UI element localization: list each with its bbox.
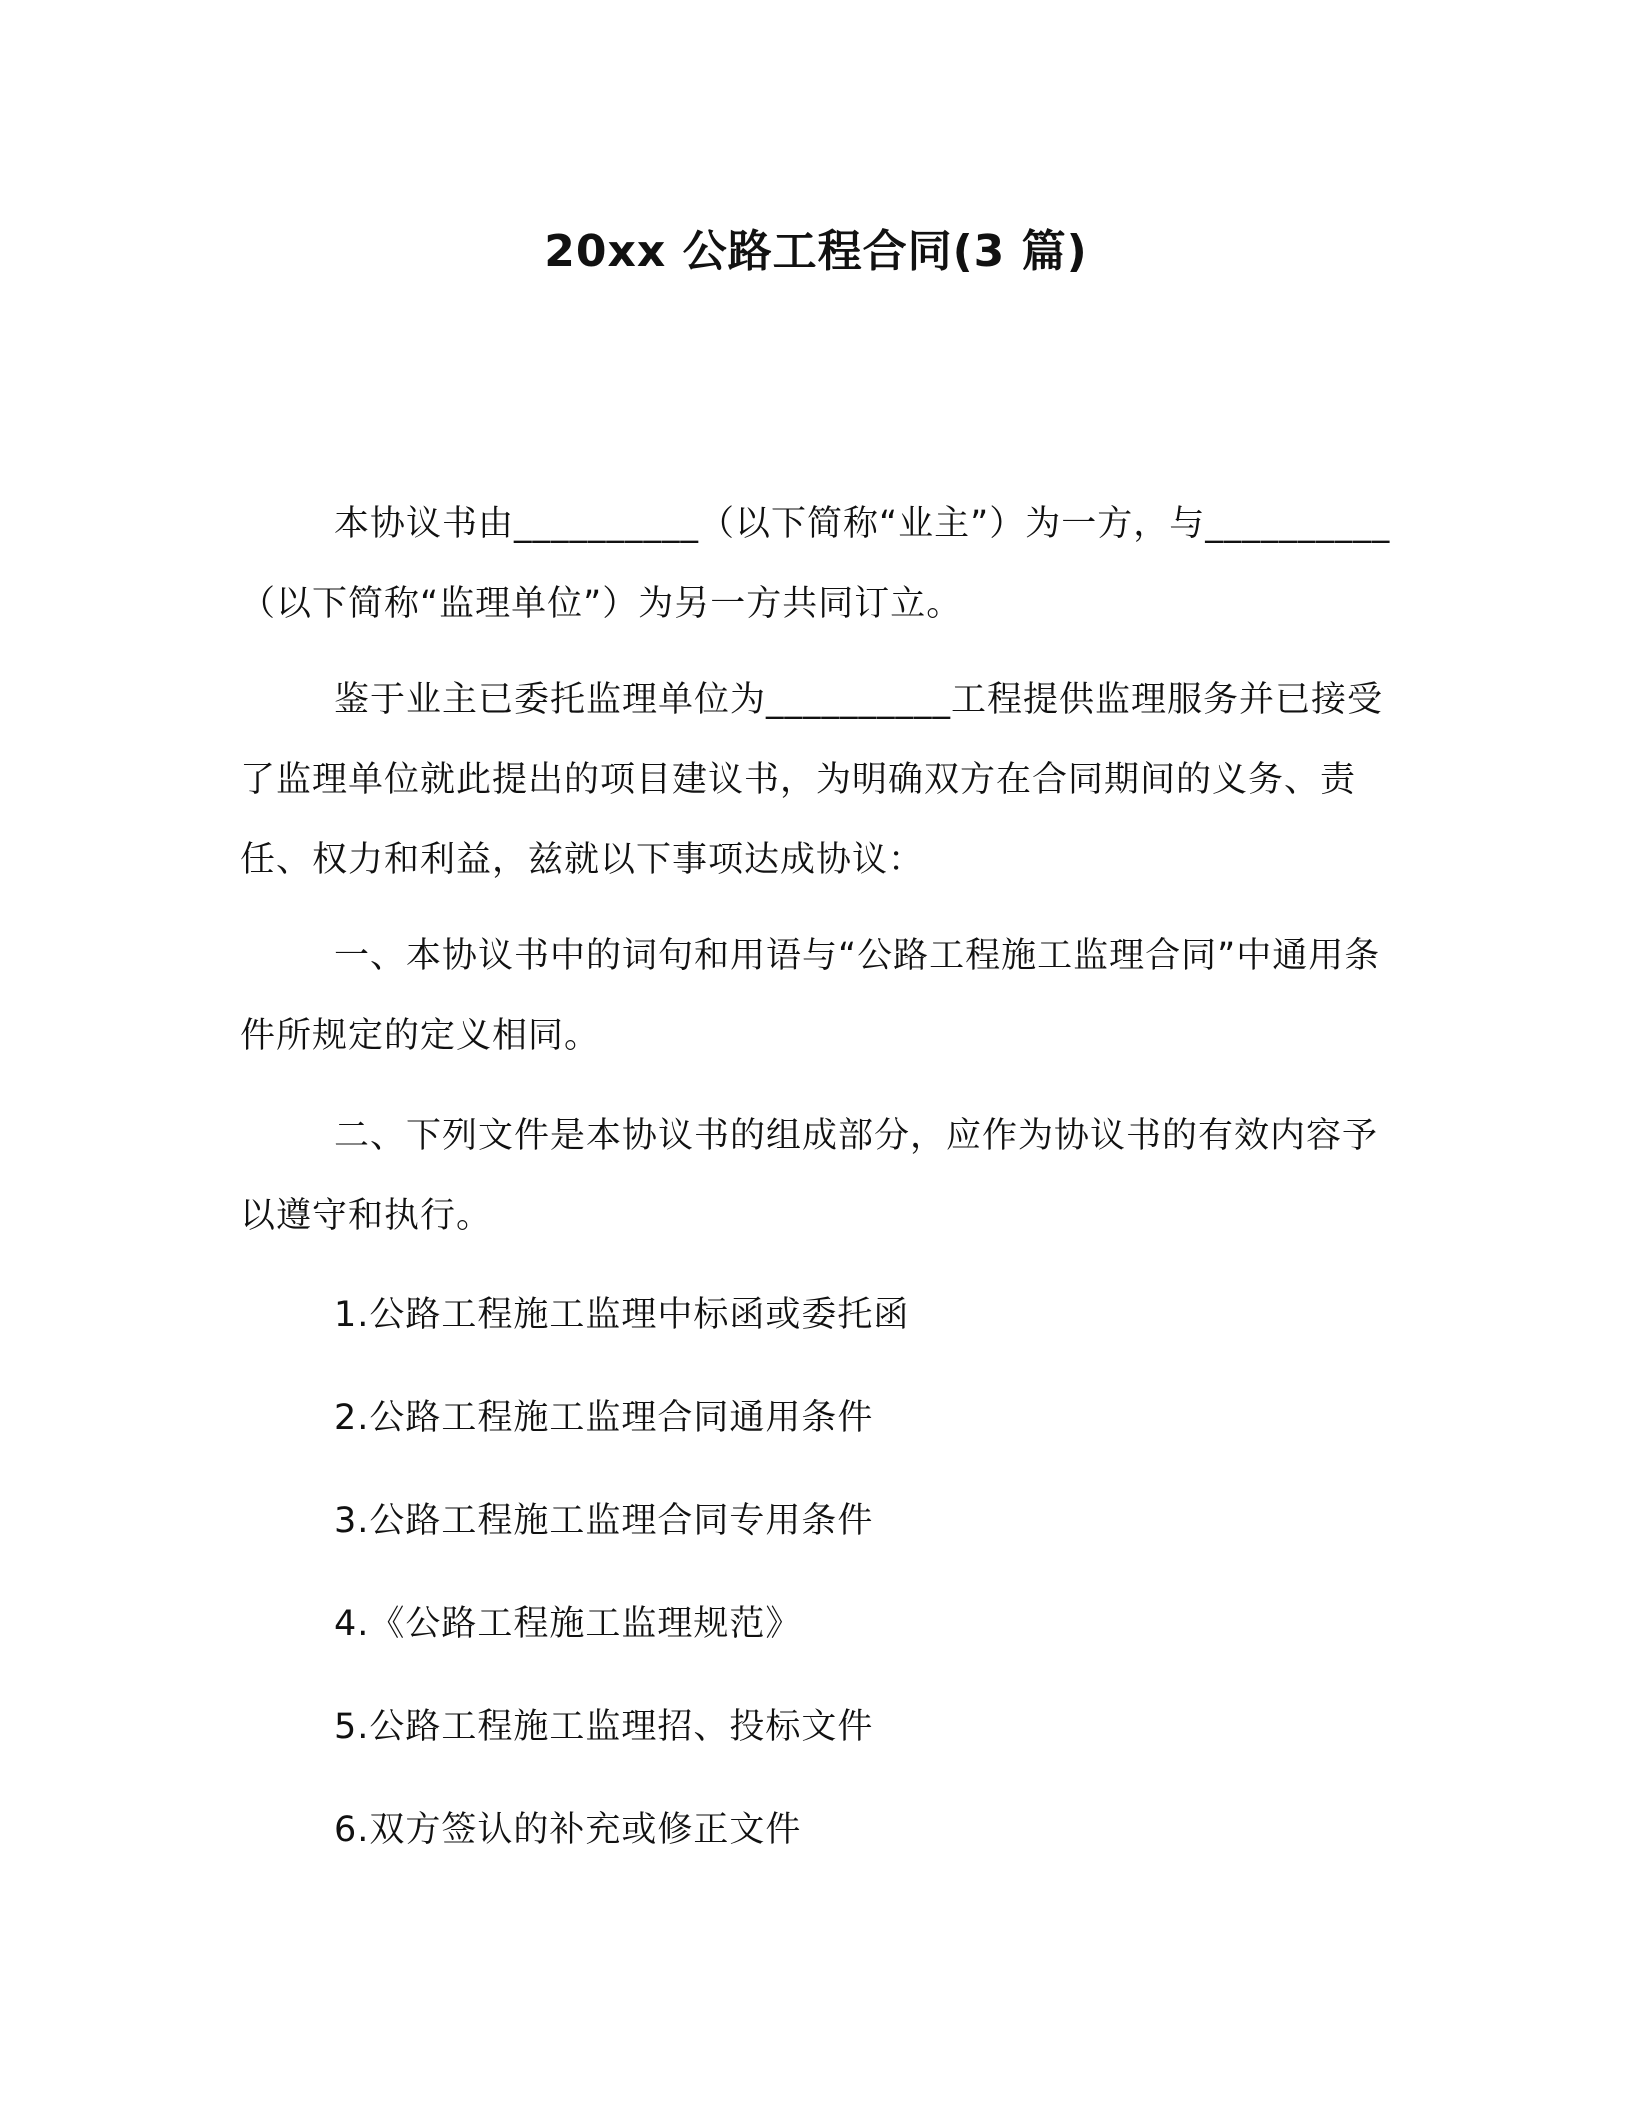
list-item: 4.《公路工程施工监理规范》 <box>334 1604 802 1644</box>
paragraph-definitions: 一、本协议书中的词句和用语与“公路工程施工监理合同”中通用条件所规定的定义相同。 <box>240 936 1381 1056</box>
document-title: 20xx 公路工程合同(3 篇) <box>544 226 1088 277</box>
list-item: 2.公路工程施工监理合同通用条件 <box>334 1398 874 1438</box>
list-item: 5.公路工程施工监理招、投标文件 <box>334 1707 874 1747</box>
list-item: 6.双方签认的补充或修正文件 <box>334 1810 802 1850</box>
list-item: 1.公路工程施工监理中标函或委托函 <box>334 1295 910 1335</box>
paragraph-whereas: 鉴于业主已委托监理单位为__________工程提供监理服务并已接受了监理单位就此提出的项目建议书，为明确双方在合同期间的义务、责任、权力和利益，兹就以下事项达成协议： <box>240 680 1384 880</box>
paragraph-parties: 本协议书由__________（以下简称“业主”）为一方，与__________（以下简称“监理单位”）为另一方共同订立。 <box>240 504 1391 624</box>
paragraph-documents: 二、下列文件是本协议书的组成部分，应作为协议书的有效内容予以遵守和执行。 <box>240 1116 1379 1236</box>
list-item: 3.公路工程施工监理合同专用条件 <box>334 1501 874 1541</box>
